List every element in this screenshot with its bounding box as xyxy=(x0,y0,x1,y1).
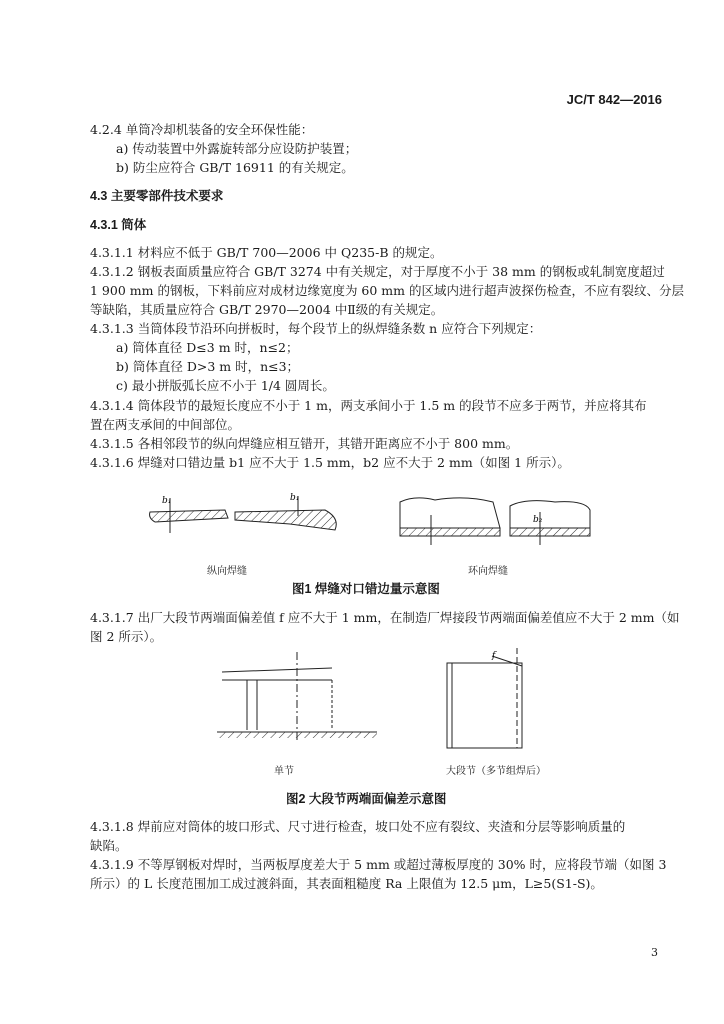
list-item-c: c) 最小拼版弧长应不小于 1/4 圆周长。 xyxy=(116,378,335,393)
clause-4-3-1-2-cont2: 等缺陷，其质量应符合 GB/T 2970—2004 中Ⅱ级的有关规定。 xyxy=(90,302,444,317)
clause-4-2-4: 4.2.4 单筒冷却机装备的安全环保性能： xyxy=(90,122,314,137)
svg-text:f: f xyxy=(492,651,496,661)
clause-4-3-1-9: 4.3.1.9 不等厚钢板对焊时，当两板厚度差大于 5 mm 或超过薄板厚度的 30% 时，应将段节端（如图 3 xyxy=(90,857,667,872)
clause-4-3-1-4-cont: 置在两支承间的中间部位。 xyxy=(90,417,241,432)
figure-2-caption: 图2 大段节两端面偏差示意图 xyxy=(286,792,447,806)
svg-text:b₁: b₁ xyxy=(290,493,300,503)
clause-4-3-1-2: 4.3.1.2 钢板表面质量应符合 GB/T 3274 中有关规定，对于厚度不小于 38 mm 的钢板或轧制宽度超过 xyxy=(90,264,665,279)
figure-1-caption: 图1 焊缝对口错边量示意图 xyxy=(292,582,440,596)
section-heading-4-3-1: 4.3.1 筒体 xyxy=(90,218,147,232)
clause-4-3-1-4: 4.3.1.4 筒体段节的最短长度应不小于 1 m，两支承间小于 1.5 m 的段节不应多于两节，并应将其布 xyxy=(90,398,647,413)
list-item-b: b) 筒体直径 D>3 m 时，n≤3； xyxy=(116,359,300,374)
figure-2-left-label: 单节 xyxy=(274,766,294,777)
clause-4-3-1-8-cont: 缺陷。 xyxy=(90,838,128,853)
clause-4-3-1-3: 4.3.1.3 当筒体段节沿环向拼板时，每个段节上的纵焊缝条数 n 应符合下列规定： xyxy=(90,321,542,336)
clause-4-3-1-1: 4.3.1.1 材料应不低于 GB/T 700—2006 中 Q235-B 的规定。 xyxy=(90,245,443,260)
list-item-a: a) 筒体直径 D≤3 m 时，n≤2； xyxy=(116,340,299,355)
figure-2-left-drawing xyxy=(212,652,382,752)
clause-4-3-1-8: 4.3.1.8 焊前应对筒体的坡口形式、尺寸进行检查，坡口处不应有裂纹、夹渣和分层等影响质量的 xyxy=(90,819,626,834)
figure-2-right-drawing xyxy=(432,648,542,753)
list-item-a: a) 传动装置中外露旋转部分应设防护装置； xyxy=(116,141,358,156)
clause-4-3-1-7: 4.3.1.7 出厂大段节两端面偏差值 f 应不大于 1 mm，在制造厂焊接段节两端面偏差值应不大于 2 mm（如 xyxy=(90,610,680,625)
section-heading-4-3: 4.3 主要零部件技术要求 xyxy=(90,189,224,203)
list-item-b: b) 防尘应符合 GB/T 16911 的有关规定。 xyxy=(116,160,354,175)
figure-1-right-drawing xyxy=(395,490,595,555)
figure-1-left-label: 纵向焊缝 xyxy=(207,566,247,577)
figure-1-left-drawing xyxy=(140,488,350,558)
svg-text:b₂: b₂ xyxy=(533,515,543,525)
clause-4-3-1-9-cont: 所示）的 L 长度范围加工成过渡斜面，其表面粗糙度 Ra 上限值为 12.5 μm，L≥5(S1-S)。 xyxy=(90,876,603,891)
clause-4-3-1-7-cont: 图 2 所示）。 xyxy=(90,629,163,644)
clause-4-3-1-5: 4.3.1.5 各相邻段节的纵向焊缝应相互错开，其错开距离应不小于 800 mm。 xyxy=(90,436,519,451)
figure-2-right-label: 大段节（多节组焊后） xyxy=(446,766,546,777)
page-number: 3 xyxy=(651,946,658,959)
document-code: JC/T 842—2016 xyxy=(566,92,662,107)
figure-1-right-label: 环向焊缝 xyxy=(468,566,508,577)
clause-4-3-1-6: 4.3.1.6 焊缝对口错边量 b1 应不大于 1.5 mm，b2 应不大于 2 mm（如图 1 所示）。 xyxy=(90,455,570,470)
svg-text:b₁: b₁ xyxy=(162,496,172,506)
clause-4-3-1-2-cont1: 1 900 mm 的钢板，下料前应对成材边缘宽度为 60 mm 的区域内进行超声波探伤检查，不应有裂纹、分层 xyxy=(90,283,684,298)
